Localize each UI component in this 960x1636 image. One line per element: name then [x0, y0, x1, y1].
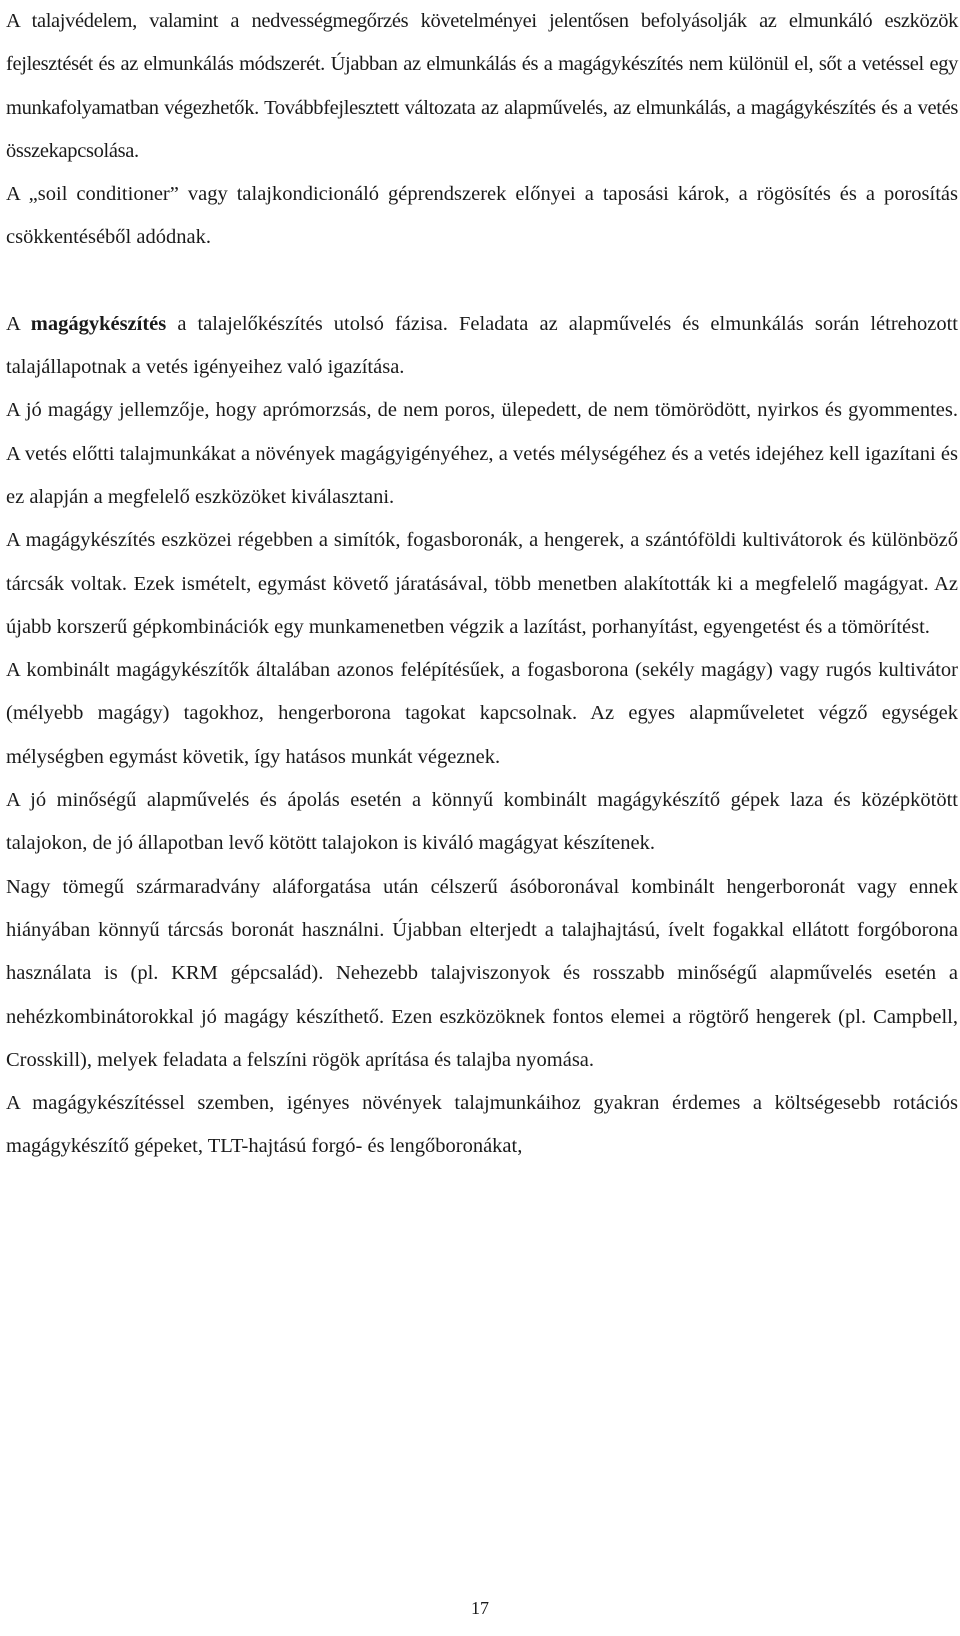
- paragraph-combined-preparers: A kombinált magágykészítők általában azonos felépítésűek, a fogasborona (sekély magágy) vagy rugós kultivátor (mélyebb magágy) tagokhoz, hengerborona tagokat kapcsolnak. Az egyes alapműveletet végző egységek mélységben egymást követik, így hatásos munkát végeznek.: [6, 659, 958, 768]
- page-number: 17: [471, 1598, 489, 1618]
- paragraph-good-seedbed: A jó magágy jellemzője, hogy aprómorzsás, de nem poros, ülepedett, de nem tömörödött, nyirkos és gyommentes. A vetés előtti talajmunkákat a növények magágyigényéhez, a vetés mélységéhez és a vetés idejéhez kell igazítani és ez alapján a megfelelő eszközöket kiválasztani.: [6, 399, 958, 508]
- paragraph-soil-protection: A talajvédelem, valamint a nedvességmegőrzés követelményei jelentősen befolyásolják az elmunkáló eszközök fejlesztését és az elmunkálás módszerét. Újabban az elmunkálás és a magágykészítés nem különül el, sőt a vetéssel egy munkafolyamatban végezhetők. Továbbfejlesztett változata az alapművelés, az elmunkálás, a magágykészítés és a vetés összekapcsolása.: [6, 10, 958, 162]
- paragraph-rotary-machines: A magágykészítéssel szemben, igényes növények talajmunkáihoz gyakran érdemes a költségesebb rotációs magágykészítő gépeket, TLT-hajtású forgó- és lengőboronákat,: [6, 1092, 958, 1158]
- defined-term: magágykészítés: [30, 312, 167, 335]
- definition-text: a talajelőkészítés utolsó fázisa. Feladata az alapművelés és elmunkálás során létrehozott talajállapotnak a vetés igényeihez való igazítása.: [6, 312, 958, 379]
- paragraph-seedbed-tools: A magágykészítés eszközei régebben a simítók, fogasboronák, a hengerek, a szántóföldi kultivátorok és különböző tárcsák voltak. Ezek ismételt, egymást követő járatásával, több menetben alakították ki a megfelelő magágyat. Az újabb korszerű gépkombinációk egy munkamenetben végzik a lazítást, porhanyítást, egyengetést és a tömörítést.: [6, 529, 958, 638]
- definition-prefix: A: [6, 312, 31, 335]
- paragraph-soil-conditioner: A „soil conditioner” vagy talajkondicionáló géprendszerek előnyei a taposási károk, a rögösítés és a porosítás csökkentéséből adódnak.: [6, 183, 958, 249]
- paragraph-seedbed-definition: [6, 303, 958, 390]
- paragraph-light-combinations: A jó minőségű alapművelés és ápolás esetén a könnyű kombinált magágykészítő gépek laza és középkötött talajokon, de jó állapotban levő kötött talajokon is kiváló magágyat készítenek.: [6, 789, 958, 855]
- paragraph-heavy-residue: Nagy tömegű szármaradvány aláforgatása után célszerű ásóboronával kombinált hengerboronát vagy ennek hiányában könnyű tárcsás boronát használni. Újabban elterjedt a talajhajtású, ívelt fogakkal ellátott forgóborona használata is (pl. KRM gépcsalád). Nehezebb talajviszonyok és rosszabb minőségű alapművelés esetén a nehézkombinátorokkal jó magágy készíthető. Ezen eszközöknek fontos elemei a rögtörő hengerek (pl. Campbell, Crosskill), melyek feladata a felszíni rögök aprítása és talajba nyomása.: [6, 875, 958, 1071]
- body-text: [6, 0, 960, 1169]
